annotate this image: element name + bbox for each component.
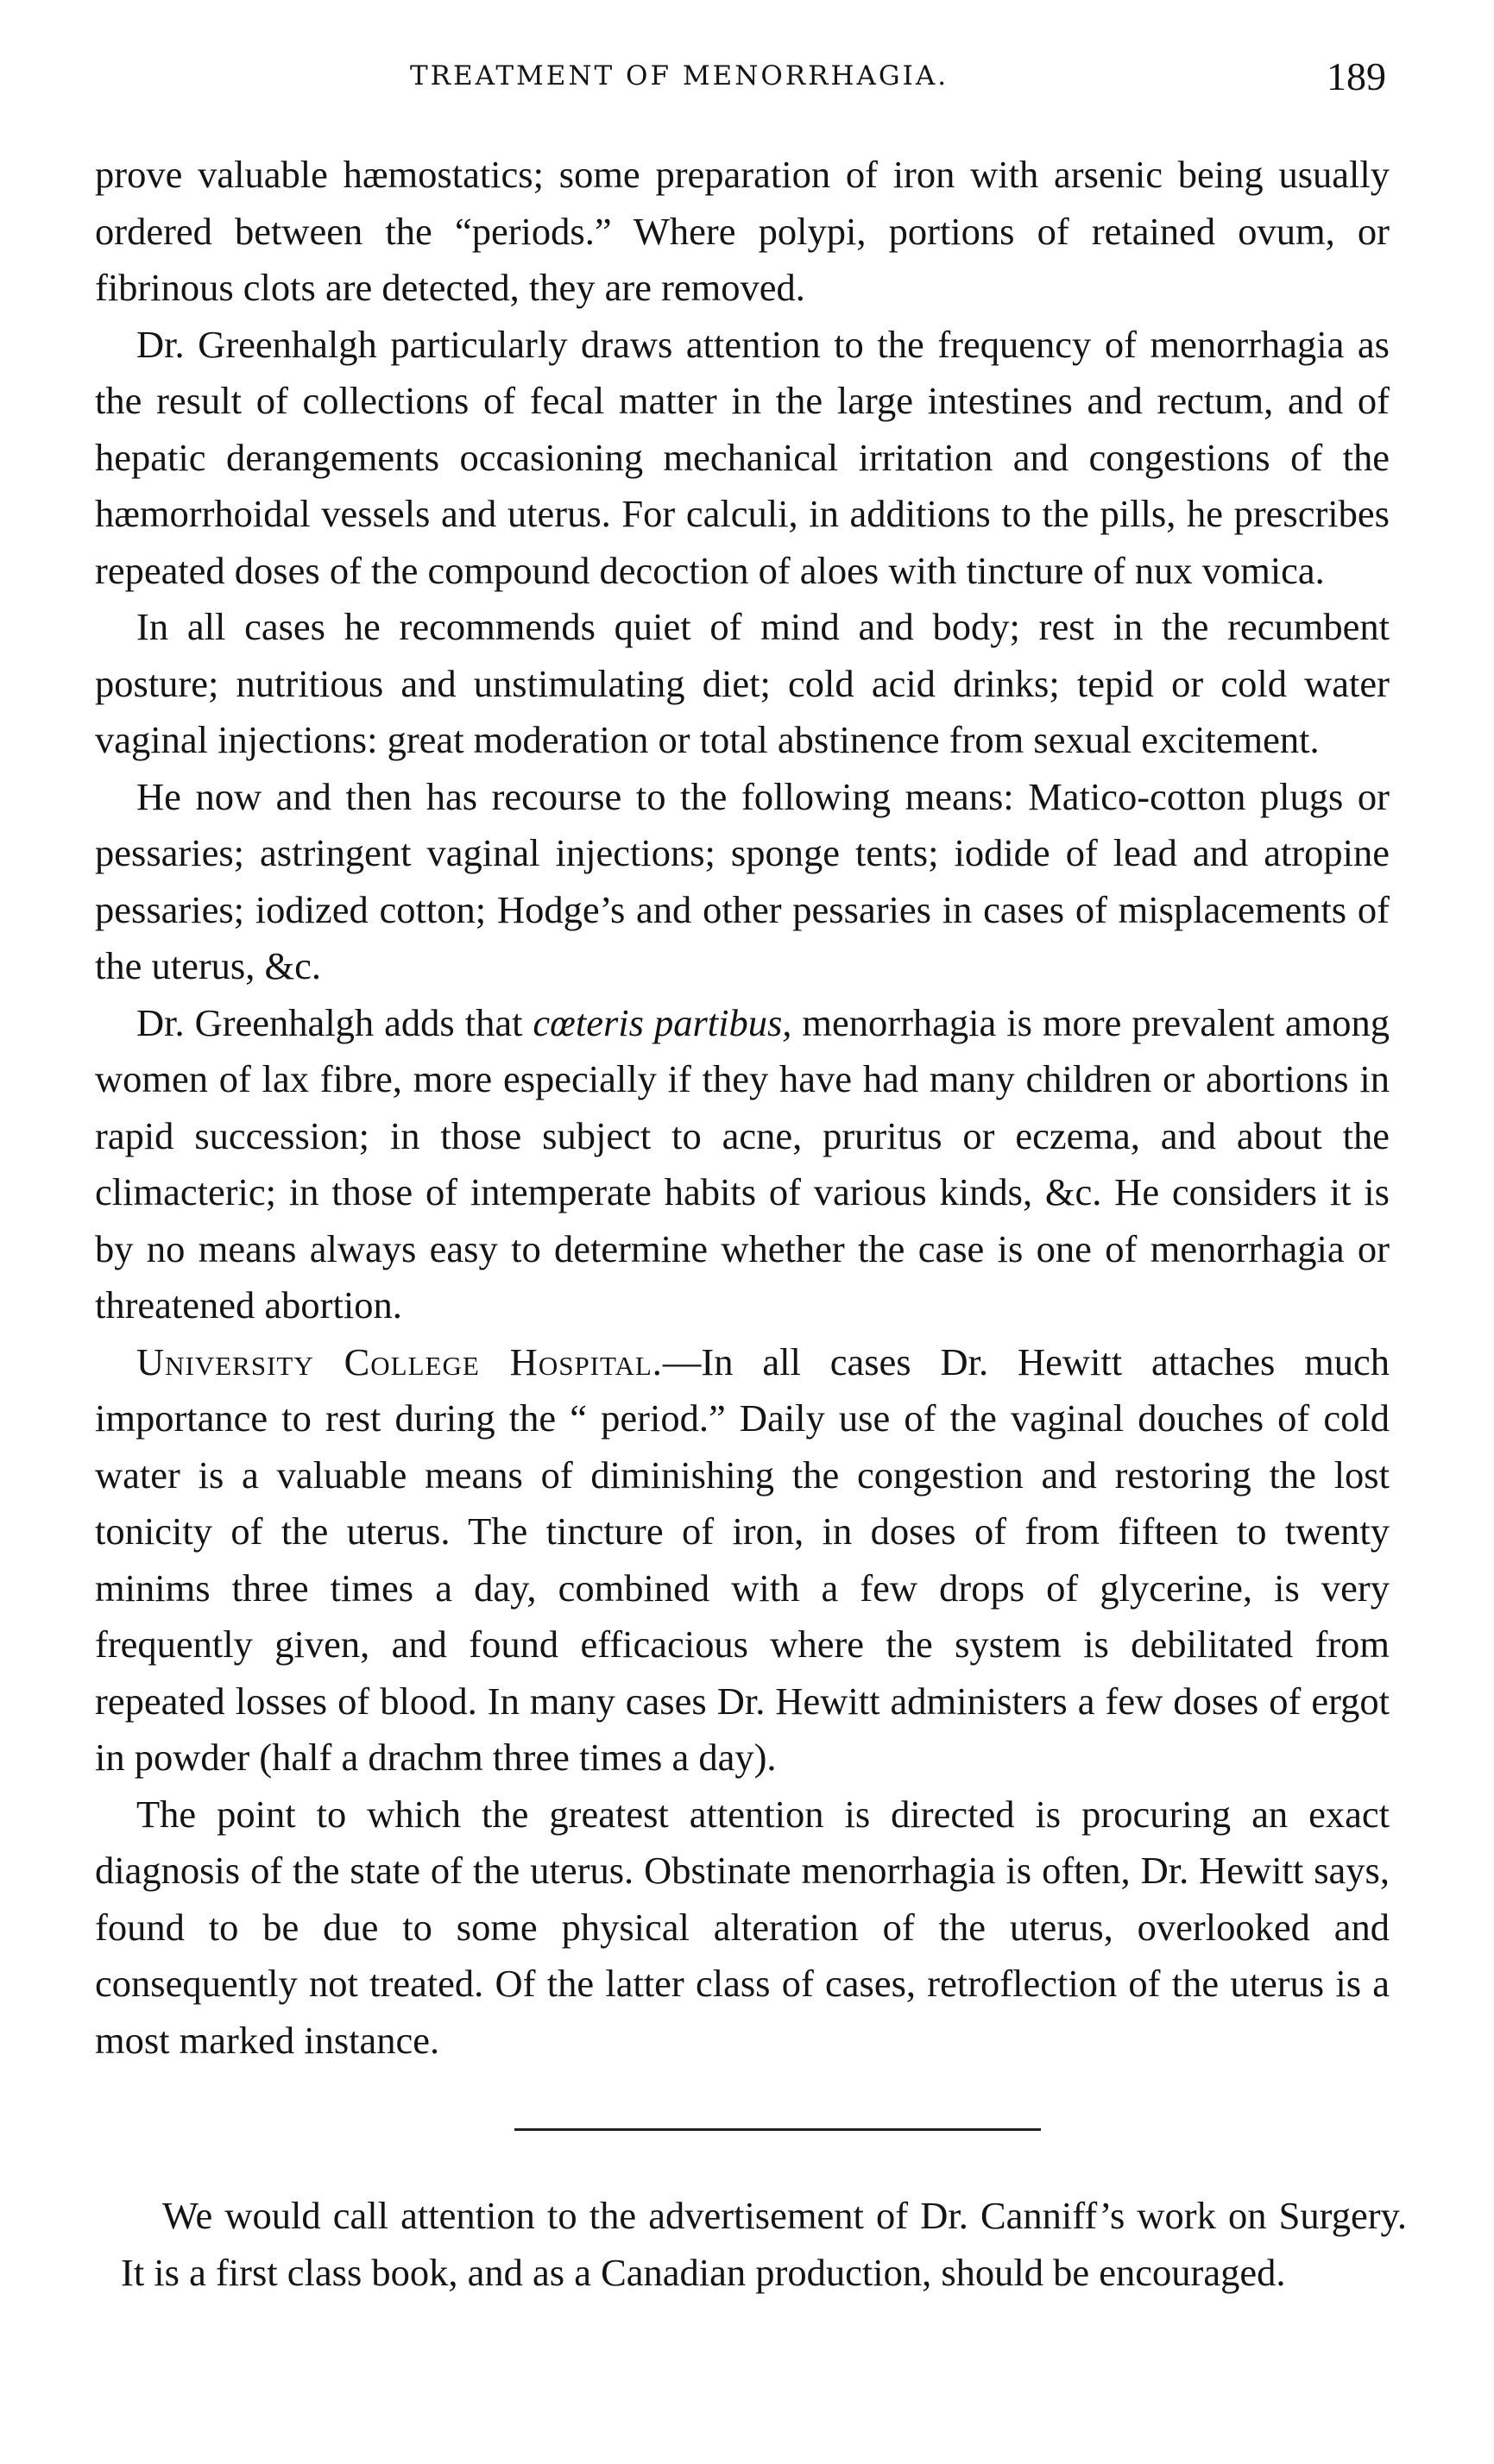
main-text <box>95 147 1390 2069</box>
running-head <box>95 54 1386 114</box>
paragraph-prevalence <box>95 995 1390 1334</box>
latin-phrase: cœteris partibus, <box>533 1000 792 1044</box>
section-heading: University College Hospital. <box>136 1339 663 1383</box>
paragraph-recommendations: In all cases he recommends quiet of mind and body; rest in the recumbent posture; nutritious and unstimulating diet; cold acid drinks; tepid or cold water vaginal injections: great moderation or total abstinence from sexual excitement. <box>95 605 1390 761</box>
paragraph-greenhalgh-fecal: Dr. Greenhalgh particularly draws attention to the frequency of menorrhagia as the result of collections of fecal matter in the large intestines and rectum, and of hepatic derangements occasioning mechanical irritation and congestions of the hæmorrhoidal vessels and uterus. For calculi, in additions to the pills, he prescribes repeated doses of the compound decoction of aloes with tincture of nux vomica. <box>95 322 1390 592</box>
prevalence-text-end: menorrhagia is more prevalent among women of lax fibre, more especially if they have had many children or abortions in rapid succession; in those subject to acne, pruritus or eczema, and about the climacteric; in those of intemperate habits of various kinds, &c. He considers it is by no means always easy to determine whether the case is one of menorrhagia or threatened abortion. <box>95 1000 1390 1327</box>
prevalence-text-start: Dr. Greenhalgh adds that <box>136 1000 533 1044</box>
university-college-text: —In all cases Dr. Hewitt attaches much importance to rest during the “ period.” Daily use of the vaginal douches of cold water is a valuable means of diminishing the congestion and restoring the lost tonicity of the uterus. The tincture of iron, in doses of from fifteen to twenty minims three times a day, combined with a few drops of glycerine, is very frequently given, and found efficacious where the system is debilitated from repeated losses of blood. In many cases Dr. Hewitt administers a few doses of ergot in powder (half a drachm three times a day). <box>95 1339 1390 1779</box>
section-divider <box>514 2128 1041 2131</box>
advertisement-notice <box>121 2188 1407 2301</box>
paragraph-recourse-means: He now and then has recourse to the following means: Matico-cotton plugs or pessaries; astringent vaginal injections; sponge tents; iodide of lead and atropine pessaries; iodized cotton; Hodge’s and other pessaries in cases of misplacements of the uterus, &c. <box>95 774 1390 987</box>
paragraph-diagnosis: The point to which the greatest attention is directed is procuring an exact diagnosis of the state of the uterus. Obstinate menorrhagia is often, Dr. Hewitt says, found to be due to some physical alteration of the uterus, overlooked and consequently not treated. Of the latter class of cases, retroflection of the uterus is a most marked instance. <box>95 1792 1390 2062</box>
page-number: 189 <box>1327 54 1386 98</box>
paragraph-continued: prove valuable hæmostatics; some preparation of iron with arsenic being usually ordered between the “periods.” Where polypi, portions of retained ovum, or fibrinous clots are detected, they are removed. <box>95 153 1390 309</box>
running-title: TREATMENT OF MENORRHAGIA. <box>410 60 949 91</box>
paragraph-university-college <box>95 1334 1390 1787</box>
notice-paragraph: We would call attention to the advertisement of Dr. Canniff’s work on Surgery. It is a first class book, and as a Canadian production, should be encouraged. <box>121 2194 1407 2294</box>
